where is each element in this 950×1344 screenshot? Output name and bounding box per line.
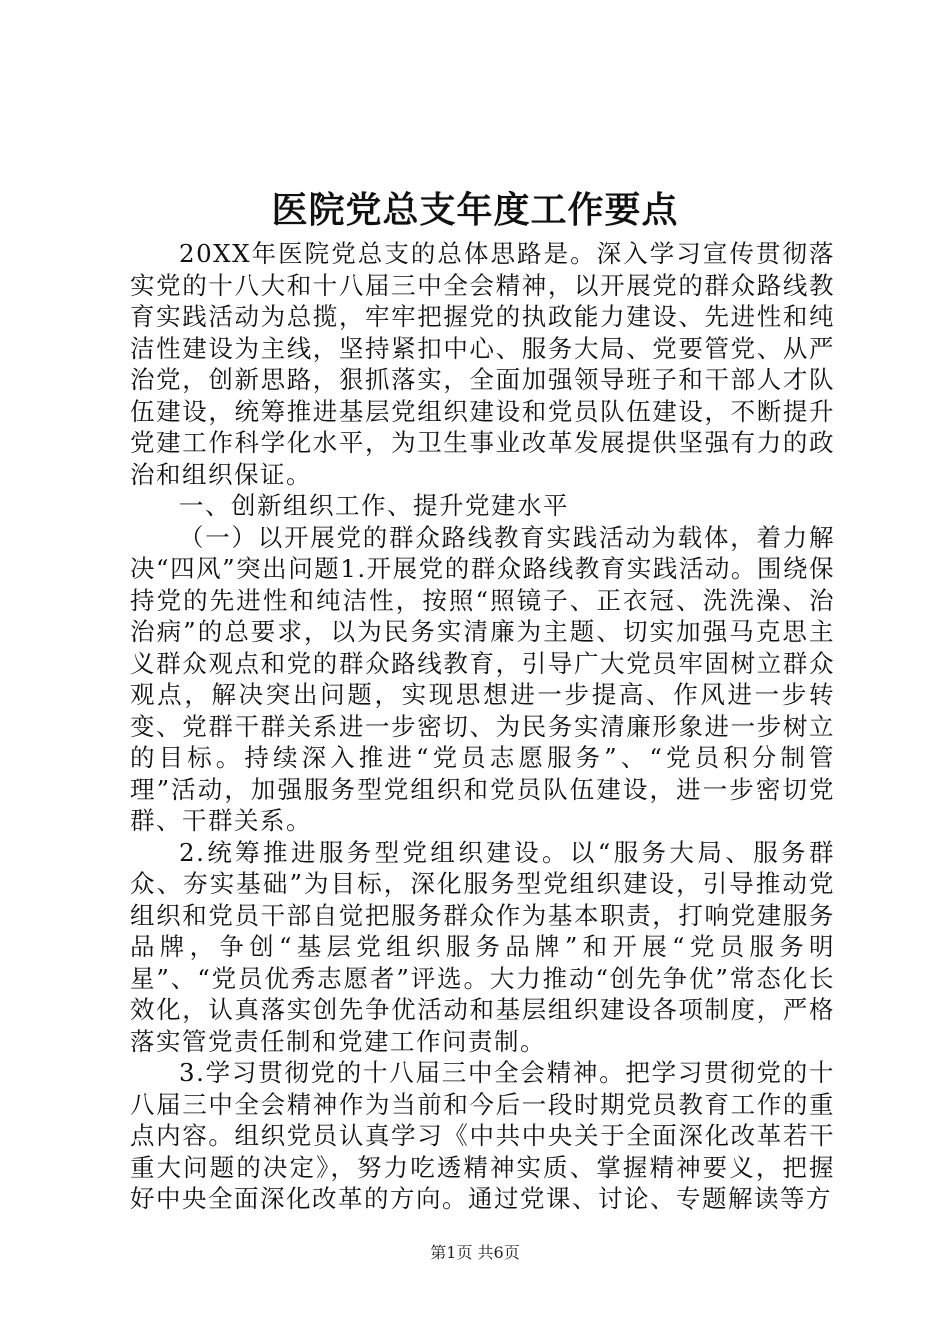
section-heading-1: 一、创新组织工作、提升党建水平 <box>179 491 569 520</box>
paragraph-item-2: 2.统筹推进服务型党组织建设。以“服务大局、服务群众、夯实基础”为目标，深化服务型党组织建设，引导推动党组织和党员干部自觉把服务群众作为基本职责，打响党建服务品牌，争创“基层党组织服务品牌”和开展“党员服务明星”、“党员优秀志愿者”评选。大力推动“创先争优”常态化长效化，认真落实创先争优活动和基层组织建设各项制度，严格落实管党责任制和党建工作问责制。 <box>130 837 835 1056</box>
paragraph-item-3: 3.学习贯彻党的十八届三中全会精神。把学习贯彻党的十八届三中全会精神作为当前和今后一段时期党员教育工作的重点内容。组织党员认真学习《中共中央关于全面深化改革若干重大问题的决定》，努力吃透精神实质、掌握精神要义，把握好中央全面深化改革的方向。通过党课、讨论、专题解读等方 <box>130 1058 835 1213</box>
document-title: 医院党总支年度工作要点 <box>271 189 679 231</box>
page-number-footer: 第1页 共6页 <box>430 1243 520 1262</box>
paragraph-item-1: （一）以开展党的群众路线教育实践活动为载体，着力解决“四风”突出问题1.开展党的群众路线教育实践活动。围绕保持党的先进性和纯洁性，按照“照镜子、正衣冠、洗洗澡、治治病”的总要求，以为民务实清廉为主题、切实加强马克思主义群众观点和党的群众路线教育，引导广大党员牢固树立群众观点，解决突出问题，实现思想进一步提高、作风进一步转变、党群干群关系进一步密切、为民务实清廉形象进一步树立的目标。持续深入推进“党员志愿服务”、“党员积分制管理”活动，加强服务型党组织和党员队伍建设，进一步密切党群、干群关系。 <box>130 522 835 835</box>
document-body <box>130 238 835 1215</box>
paragraph-overview: 20XX年医院党总支的总体思路是。深入学习宣传贯彻落实党的十八大和十八届三中全会精神，以开展党的群众路线教育实践活动为总揽，牢牢把握党的执政能力建设、先进性和纯洁性建设为主线，坚持紧扣中心、服务大局、党要管党、从严治党，创新思路，狠抓落实，全面加强领导班子和干部人才队伍建设，统筹推进基层党组织建设和党员队伍建设，不断提升党建工作科学化水平，为卫生事业改革发展提供坚强有力的政治和组织保证。 <box>130 239 835 489</box>
